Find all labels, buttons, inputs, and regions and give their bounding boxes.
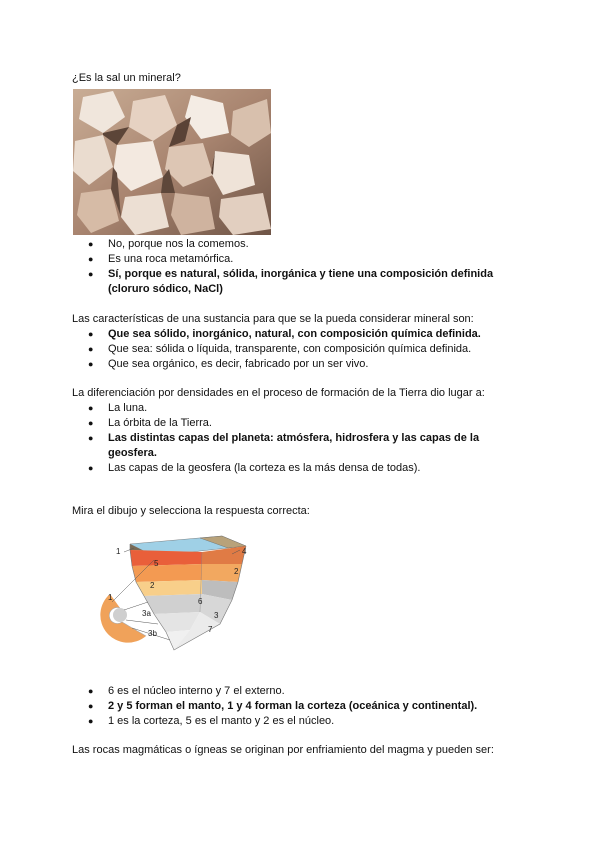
question-1-options <box>72 237 512 297</box>
fig-label-3a: 3a <box>142 609 151 618</box>
q1-option-2[interactable]: ● Es una roca metamórfica. <box>72 252 512 267</box>
q1-option-1[interactable]: ● No, porque nos la comemos. <box>72 237 512 252</box>
q3-option-2[interactable]: ● La órbita de la Tierra. <box>72 416 512 431</box>
q4-option-3[interactable]: ● 1 es la corteza, 5 es el manto y 2 es el núcleo. <box>72 714 512 729</box>
fig-label-3b: 3b <box>148 629 157 638</box>
q2-option-2[interactable]: ● Que sea: sólida o líquida, transparente, con composición química definida. <box>72 342 512 357</box>
q4-option-1[interactable]: ● 6 es el núcleo interno y 7 el externo. <box>72 684 512 699</box>
question-3-text: La diferenciación por densidades en el proceso de formación de la Tierra dio lugar a: <box>72 387 485 399</box>
q1-option-3[interactable]: ● Sí, porque es natural, sólida, inorgánica y tiene una composición definida (cloruro sódico, NaCl) <box>72 267 512 297</box>
fig-label-6: 6 <box>198 597 203 606</box>
fig-label-3: 3 <box>214 611 219 620</box>
fig-label-1-top: 1 <box>116 547 121 556</box>
fig-label-4: 4 <box>242 547 247 556</box>
question-2-options <box>72 327 512 372</box>
question-5-text: Las rocas magmáticas o ígneas se originan por enfriamiento del magma y pueden ser: <box>72 744 494 756</box>
earth-layers-diagram <box>82 532 258 662</box>
fig-label-2-right: 2 <box>234 567 239 576</box>
question-4-text: Mira el dibujo y selecciona la respuesta correcta: <box>72 505 310 517</box>
fig-label-1-left: 1 <box>108 593 113 602</box>
q2-option-3[interactable]: ● Que sea orgánico, es decir, fabricado por un ser vivo. <box>72 357 512 372</box>
q2-option-1[interactable]: ● Que sea sólido, inorgánico, natural, con composición química definida. <box>72 327 512 342</box>
q3-option-4[interactable]: ● Las capas de la geosfera (la corteza es la más densa de todas). <box>72 461 512 476</box>
q3-option-1[interactable]: ● La luna. <box>72 401 512 416</box>
question-4-options <box>72 684 512 729</box>
salt-crystals-photo <box>73 89 271 235</box>
question-1-text: ¿Es la sal un mineral? <box>72 72 181 84</box>
q3-option-3[interactable]: ● Las distintas capas del planeta: atmósfera, hidrosfera y las capas de la geosfera. <box>72 431 512 461</box>
q4-option-2[interactable]: ● 2 y 5 forman el manto, 1 y 4 forman la corteza (oceánica y continental). <box>72 699 512 714</box>
fig-label-2-left: 2 <box>150 581 155 590</box>
fig-label-5: 5 <box>154 559 159 568</box>
question-2-text: Las características de una sustancia para que se la pueda considerar mineral son: <box>72 313 474 325</box>
fig-label-7: 7 <box>208 625 213 634</box>
question-3-options <box>72 401 512 476</box>
